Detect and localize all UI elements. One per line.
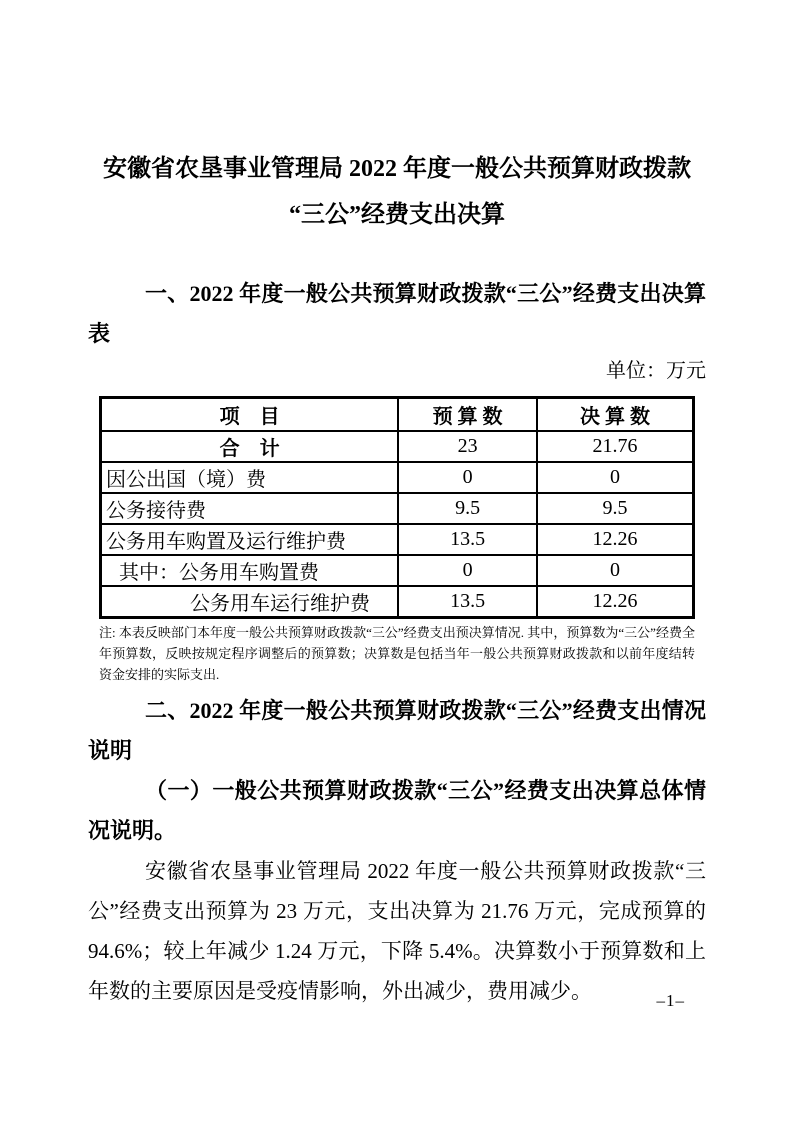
table-row xyxy=(101,586,694,618)
table-row xyxy=(101,555,694,586)
column-header-item: 项 目 xyxy=(101,398,399,432)
unit-label: 单位：万元 xyxy=(606,360,706,382)
row-final-value: 12.26 xyxy=(537,524,694,555)
table-body xyxy=(101,431,694,618)
row-label: 合 计 xyxy=(101,431,399,462)
section2-paragraph: 安徽省农垦事业管理局 2022 年度一般公共预算财政拨款“三公”经费支出预算为 23 万元，支出决算为 21.76 万元，完成预算的 94.6%；较上年减少 1.24 万元，下降 5.4%。决算数小于预算数和上年数的主要原因是受疫情影响，外出减少，费用减少。 xyxy=(88,859,706,1003)
row-final-value: 0 xyxy=(537,462,694,493)
row-final-value: 0 xyxy=(537,555,694,586)
table-header xyxy=(101,398,694,432)
page-number: –1– xyxy=(656,991,685,1010)
table-row xyxy=(101,524,694,555)
table-row xyxy=(101,431,694,462)
table-header-row xyxy=(101,398,694,432)
column-header-final: 决 算 数 xyxy=(537,398,694,432)
row-budget-value: 0 xyxy=(398,555,537,586)
table-row xyxy=(101,493,694,524)
row-label: 公务接待费 xyxy=(101,493,399,524)
table-row xyxy=(101,462,694,493)
row-budget-value: 13.5 xyxy=(398,586,537,618)
row-budget-value: 23 xyxy=(398,431,537,462)
document-title-line2: “三公”经费支出决算 xyxy=(289,202,505,228)
row-label: 公务用车购置及运行维护费 xyxy=(101,524,399,555)
row-label: 公务用车运行维护费 xyxy=(101,586,399,618)
document-content xyxy=(88,0,706,1011)
row-label: 其中：公务用车购置费 xyxy=(101,555,399,586)
row-final-value: 21.76 xyxy=(537,431,694,462)
document-title xyxy=(88,0,706,238)
row-budget-value: 13.5 xyxy=(398,524,537,555)
column-header-budget: 预 算 数 xyxy=(398,398,537,432)
row-label: 因公出国（境）费 xyxy=(101,462,399,493)
section2-heading: 二、2022 年度一般公共预算财政拨款“三公”经费支出情况说明 xyxy=(88,698,706,763)
row-budget-value: 9.5 xyxy=(398,493,537,524)
section1-heading: 一、2022 年度一般公共预算财政拨款“三公”经费支出决算表 xyxy=(88,281,706,346)
document-title-line1: 安徽省农垦事业管理局 2022 年度一般公共预算财政拨款 xyxy=(103,156,691,182)
row-final-value: 9.5 xyxy=(537,493,694,524)
section2-sub-heading: （一）一般公共预算财政拨款“三公”经费支出决算总体情况说明。 xyxy=(88,778,706,843)
expenditure-table xyxy=(99,396,695,619)
row-budget-value: 0 xyxy=(398,462,537,493)
row-final-value: 12.26 xyxy=(537,586,694,618)
table-note: 注: 本表反映部门本年度一般公共预算财政拨款“三公”经费支出预决算情况. 其中，预算数为“三公”经费全年预算数，反映按规定程序调整后的预算数；决算数是包括当年一般公共预算财政拨款和以前年度结转资金安排的实际支出. xyxy=(99,625,695,682)
